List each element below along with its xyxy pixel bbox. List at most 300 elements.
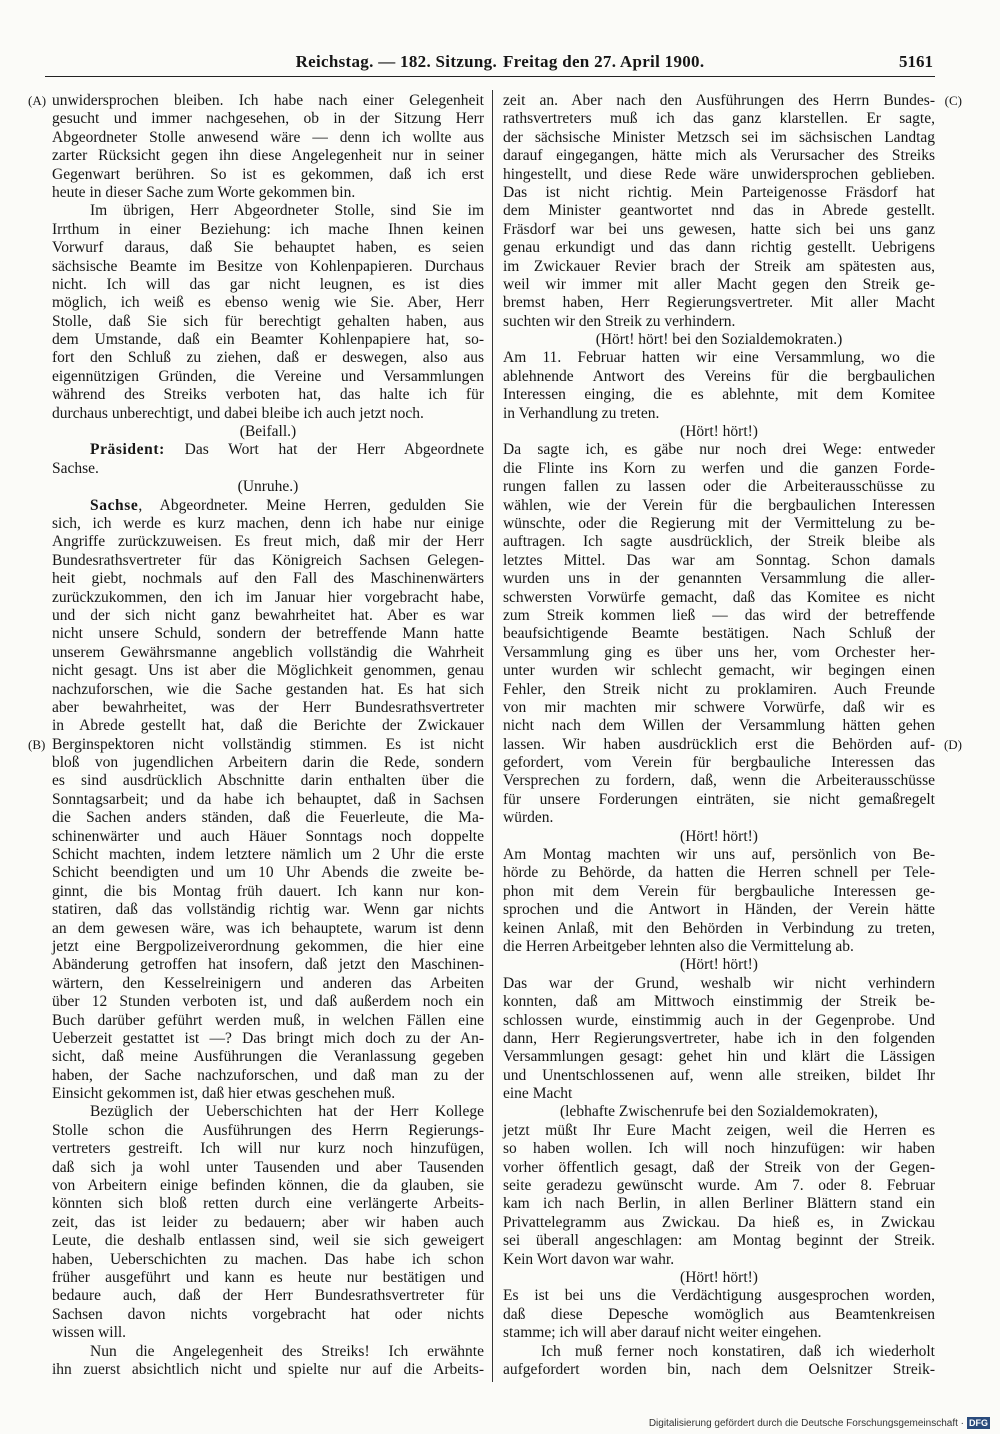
- line-text: Schicht beendigten und um 10 Uhr Abends die zweite be-: [52, 864, 484, 882]
- line-text-wrap: [503, 294, 935, 312]
- line-text: die Flinte ins Korn zu werfen und die ganzen Forde-: [503, 459, 935, 477]
- line-text-wrap: [503, 441, 935, 459]
- margin-mark: (D): [943, 736, 962, 752]
- line-text-wrap: [52, 1361, 484, 1379]
- line-text-wrap: [52, 736, 484, 754]
- line-text: Buch darüber geführt werden muß, in welchen Fällen eine: [52, 1011, 484, 1029]
- text-line: [503, 1324, 935, 1342]
- text-line: [503, 386, 935, 404]
- line-text: Am 11. Februar hatten wir eine Versammlung, wo die: [503, 349, 935, 367]
- text-line: [503, 349, 935, 367]
- line-text-wrap: [503, 147, 935, 165]
- page-header: [0, 50, 1000, 74]
- line-text: dem Minister geantwortet nnd das in Abrede gestellt.: [503, 202, 935, 220]
- text-line: [52, 1361, 484, 1379]
- line-text-wrap: [503, 202, 935, 220]
- text-line: [52, 368, 484, 386]
- line-text-wrap: [503, 405, 659, 423]
- text-line: [503, 1048, 935, 1066]
- line-text: ginnt, die bis Montag früh dauert. Ich kann nur kon-: [52, 882, 484, 900]
- text-line: [52, 1324, 484, 1342]
- text-line: [52, 1159, 484, 1177]
- line-text-wrap: [503, 1030, 935, 1048]
- text-line: [503, 864, 935, 882]
- interjection: [503, 956, 935, 974]
- line-text: Einsicht gekommen ist, daß hier etwas geschehen muß.: [52, 1085, 396, 1103]
- margin-mark: (A): [28, 93, 47, 108]
- line-text: Da sagte ich, es gäbe nur noch drei Wege: entweder: [503, 441, 935, 459]
- line-text: es sind ausdrücklich Abschnitte darin enthalten über die: [52, 772, 484, 790]
- line-text: bremst haben, Herr Regierungsvertreter. Mit aller Macht: [503, 294, 935, 312]
- line-text-wrap: [52, 920, 484, 938]
- page-header-date: Freitag den 27. April 1900.: [503, 52, 705, 71]
- text-line: [52, 1085, 484, 1103]
- text-line: [52, 1306, 484, 1324]
- paragraph: [503, 1343, 935, 1380]
- line-text-wrap: [52, 533, 484, 551]
- line-text: vorher öffentlich gesagt, daß der Streik von der Gegen-: [503, 1158, 935, 1176]
- text-line: [503, 1361, 935, 1379]
- line-text-wrap: [503, 386, 935, 404]
- line-text-wrap: [52, 405, 424, 423]
- line-text-wrap: [52, 1287, 484, 1305]
- text-line: [503, 202, 935, 220]
- line-text-wrap: [52, 368, 484, 386]
- text-line: [52, 938, 484, 956]
- line-text: dem Umstande, daß ein Beamter Kohlenpapiere hat, so-: [52, 331, 484, 349]
- line-text: heute in dieser Sache zum Worte gekommen bin.: [52, 183, 356, 201]
- text-line: [52, 497, 484, 515]
- line-text-wrap: [52, 1306, 484, 1324]
- line-text: für unsere Forderungen einträten, sie nicht gemaßregelt: [503, 790, 935, 808]
- line-text: weil wir immer mit aller Macht gegen den Streik ge-: [503, 275, 935, 293]
- line-text: sicht, daß meine Ausführungen die Veranlassung gegeben: [52, 1048, 484, 1066]
- text-line: [52, 166, 484, 184]
- text-line: [503, 276, 935, 294]
- text-line: [503, 625, 935, 643]
- line-text: die Sachen anders ständen, daß die Feuerleute, die Ma-: [52, 809, 484, 827]
- line-text-wrap: [52, 901, 484, 919]
- text-line: [503, 809, 935, 827]
- line-text-wrap: [52, 147, 484, 165]
- line-text: heit giebt, nochmals auf den Fall des Maschinenwärters: [52, 570, 484, 588]
- line-text: an dem gewesen wäre, was ich behauptete, warum ist denn: [52, 919, 484, 937]
- text-line: [503, 662, 935, 680]
- line-text-wrap: [52, 699, 484, 717]
- line-text-wrap: [52, 1067, 484, 1085]
- line-text-wrap: [52, 570, 484, 588]
- line-text-wrap: [90, 1343, 484, 1361]
- line-text: ihn zuerst absichtlich nicht und spielte nur auf die Arbeits-: [52, 1360, 484, 1378]
- line-text: Versammlungen gesagt: gehet hin und klärt die Lässigen: [503, 1048, 935, 1066]
- line-text: wünschte, oder die Regierung mit der Vermittelung zu be-: [503, 514, 935, 532]
- line-text-wrap: [503, 533, 935, 551]
- line-text: kam ich nach Berlin, in allen Berliner Blättern stand ein: [503, 1195, 935, 1213]
- line-text: sächsische Beamte im Besitze von Kohlenpapieren. Durchaus: [52, 257, 484, 275]
- text-line: [52, 460, 484, 478]
- text-line: [52, 1103, 484, 1121]
- line-text: gefordert, vom Verein für bergbauliche Interessen das: [503, 754, 935, 772]
- line-text-wrap: [52, 1085, 395, 1103]
- line-text: letztes Mittel. Das war am Sonntag. Schon damals: [503, 551, 935, 569]
- text-line: [52, 699, 484, 717]
- text-line: [503, 920, 935, 938]
- line-text: seite geradezu gewünscht wurde. Am 7. oder 8. Februar: [503, 1177, 935, 1195]
- line-text-wrap: [503, 754, 935, 772]
- line-text-wrap: [52, 1140, 484, 1158]
- text-line: [52, 1140, 484, 1158]
- line-text-wrap: [52, 681, 484, 699]
- text-line: [503, 110, 935, 128]
- line-text: sprochen und die Antwort in Händen, der Verein hätte: [503, 901, 935, 919]
- right-column: [503, 92, 962, 1379]
- line-text-wrap: [52, 386, 484, 404]
- interjection-text: (Hört! hört!): [680, 956, 758, 974]
- line-text-wrap: [503, 184, 935, 202]
- text-line: [52, 221, 484, 239]
- text-line: [52, 1214, 484, 1232]
- line-text: in Verhandlung zu treten.: [503, 404, 660, 422]
- line-text-wrap: [503, 975, 935, 993]
- text-line: [503, 1122, 935, 1140]
- footer-text: Digitalisierung gefördert durch die Deutsche Forschungsgemeinschaft ·: [648, 1418, 964, 1429]
- interjection-text: (Hört! hört!): [680, 1269, 758, 1286]
- line-text-wrap: [503, 772, 935, 790]
- line-text-wrap: [503, 681, 935, 699]
- line-text-wrap: [52, 828, 484, 846]
- text-line: [52, 901, 484, 919]
- line-text: Vorwurf daraus, daß Sie behauptet haben, es seien: [52, 239, 484, 257]
- line-text: möglich, ich weiß es ebenso wenig wie Sie. Aber, Herr: [52, 294, 484, 312]
- line-text: Bundesrathsvertreter für das Königreich Sachsen Gelegen-: [52, 551, 484, 569]
- line-text: Das war der Grund, weshalb wir nicht verhindern: [503, 974, 935, 992]
- text-line: [503, 1030, 935, 1048]
- line-text: Im übrigen, Herr Abgeordneter Stolle, sind Sie im: [90, 202, 484, 220]
- paragraph: [52, 202, 484, 423]
- line-text: daß diese Depesche womöglich aus Beamtenkreisen: [503, 1305, 935, 1323]
- line-text: unserem Gewährsmanne angeblich vollständig die Wahrheit: [52, 643, 484, 661]
- line-text: Fehler, den Streik nicht zu proklamiren. Auch Freunde: [503, 680, 935, 698]
- line-text-wrap: [52, 552, 484, 570]
- line-text-wrap: [503, 1361, 935, 1379]
- text-line: [52, 809, 484, 827]
- line-text-wrap: [52, 331, 484, 349]
- line-text: konnten, daß am Mittwoch einstimmig der Streik be-: [503, 993, 935, 1011]
- line-text: Schicht machten, indem letztere nämlich um 2 Uhr die erste: [52, 846, 484, 864]
- interjection: [503, 331, 935, 349]
- line-text-wrap: [52, 809, 484, 827]
- line-text-wrap: [503, 1140, 935, 1158]
- text-line: [503, 717, 935, 735]
- header-rule: [45, 76, 935, 77]
- text-line: [52, 975, 484, 993]
- line-text-wrap: [503, 276, 935, 294]
- line-text-wrap: [503, 552, 935, 570]
- text-line: [503, 1159, 935, 1177]
- text-line: [52, 1343, 484, 1361]
- line-text: früher ausgeführt und kann es heute nur bestätigen und: [52, 1269, 484, 1286]
- interjection: [503, 828, 935, 846]
- line-text: sich, ich werde es kurz machen, denn ich habe nur einige: [52, 514, 484, 532]
- line-text: könnten sich bloß retten durch eine verlängerte Arbeits-: [52, 1195, 484, 1213]
- line-text: wärtern, den Kesselreinigern und anderen das Arbeiten: [52, 974, 484, 992]
- line-text-wrap: [52, 460, 99, 478]
- line-text: Es ist bei uns die Verdächtigung ausgesprochen worden,: [503, 1287, 935, 1305]
- line-text-wrap: [52, 1048, 484, 1066]
- line-text: Das ist nicht richtig. Mein Parteigenosse Fräsdorf hat: [503, 183, 935, 201]
- line-text: phon mit dem Verein für bergbauliche Interessen ge-: [503, 882, 935, 900]
- line-text-wrap: [52, 975, 484, 993]
- text-line: [503, 1232, 935, 1250]
- text-line: [52, 1030, 484, 1048]
- paragraph: [28, 92, 484, 202]
- line-text: Abgeordneter Stolle anwesend wäre — denn ich wollte aus: [52, 128, 484, 146]
- line-text: Nun die Angelegenheit des Streiks! Ich erwähnte: [90, 1342, 484, 1360]
- interjection: [503, 423, 935, 441]
- line-text: und Unentschlossenen auf, wenn alle streiken, bildet Ihr: [503, 1066, 935, 1084]
- line-text: nicht gesagt. Uns ist aber die Möglichkeit genommen, genau: [52, 662, 484, 680]
- text-line: [52, 184, 484, 202]
- line-text-wrap: [503, 846, 935, 864]
- text-line: [503, 975, 935, 993]
- line-text: nicht nach dem Willen der Versammlung hätten gehen: [503, 717, 935, 735]
- line-text: Am Montag machten wir uns auf, persönlich von Be-: [503, 846, 935, 864]
- text-line: [503, 1287, 935, 1305]
- line-text: zurückzukommen, den ich im Januar hier vorgebracht habe,: [52, 588, 484, 606]
- line-text: Sachsen davon nichts vorgebracht hat oder nichts: [52, 1305, 484, 1323]
- line-text-wrap: [503, 1048, 935, 1066]
- line-text-wrap: [503, 1306, 935, 1324]
- line-text: stamme; ich will aber darauf nicht weiter eingehen.: [503, 1324, 822, 1342]
- line-text-wrap: [52, 956, 484, 974]
- line-text: zeit an. Aber nach den Ausführungen des Herrn Bundes-: [503, 92, 935, 109]
- text-line: [503, 1140, 935, 1158]
- line-text-wrap: [52, 625, 484, 643]
- text-line: [52, 717, 484, 735]
- line-text: zum Streik kommen ließ — das wird der betreffende: [503, 606, 935, 624]
- line-text: von Arbeitern einige befinden können, die da glauben, sie: [52, 1177, 484, 1195]
- text-line: [52, 993, 484, 1011]
- line-text: statiren, daß das vollständig richtig war. Wenn gar nichts: [52, 901, 484, 919]
- text-line: [503, 993, 935, 1011]
- text-line: [503, 1195, 935, 1213]
- line-text-wrap: [503, 736, 935, 754]
- interjection-text: (Hört! hört!): [680, 827, 758, 845]
- text-line: [503, 883, 935, 901]
- line-text-wrap: [52, 864, 484, 882]
- line-text: Stolle, daß Sie sich für berechtigt gehalten haben, aus: [52, 312, 484, 330]
- line-text: Sonntagsarbeit; und da habe ich behauptet, daß in Sachsen: [52, 790, 484, 808]
- line-text-wrap: [503, 1324, 821, 1342]
- line-text: suchten wir den Streik zu verhindern.: [503, 312, 736, 330]
- line-text-wrap: [503, 1159, 935, 1177]
- line-text: hingestellt, und diese Rede wäre unwidersprochen geblieben.: [503, 165, 935, 183]
- line-text: Berginspektoren nicht vollständig stimmen. Es ist nicht: [52, 735, 484, 753]
- text-line: [52, 552, 484, 570]
- line-text-wrap: [503, 110, 935, 128]
- line-text-wrap: [52, 1012, 484, 1030]
- text-line: [503, 552, 935, 570]
- paragraph: [503, 975, 935, 1104]
- line-text-wrap: [52, 92, 484, 110]
- line-text: von mir machten mir schwere Vorwürfe, daß wir es: [503, 698, 935, 716]
- line-text-wrap: [52, 1159, 484, 1177]
- line-text-wrap: [503, 570, 935, 588]
- text-line: [28, 92, 484, 110]
- dfg-logo: DFG: [969, 1418, 988, 1429]
- text-line: [503, 846, 935, 864]
- text-line: [503, 699, 935, 717]
- line-text-wrap: [90, 202, 484, 220]
- line-text-wrap: [503, 1195, 935, 1213]
- line-text: vertreters gestreift. Ich will nur kurz noch hinzufügen,: [52, 1140, 484, 1158]
- text-line: [52, 313, 484, 331]
- interjection-text: (Beifall.): [239, 423, 297, 441]
- paragraph: [52, 1103, 484, 1342]
- paragraph: [503, 92, 962, 331]
- text-line: [52, 920, 484, 938]
- line-text: rathsvertreters muß ich das ganz klarstellen. Er sagte,: [503, 110, 935, 128]
- text-line: [52, 681, 484, 699]
- text-line: [52, 1012, 484, 1030]
- text-line: [503, 515, 935, 533]
- line-text: schlossen wurde, einstimmig auch in der Gegenprobe. Und: [503, 1011, 935, 1029]
- line-text: Abänderung getroffen hat insofern, daß jetzt den Maschinen-: [52, 956, 484, 974]
- paragraph: [52, 1343, 484, 1380]
- paragraph: [52, 441, 484, 478]
- text-line: [52, 441, 484, 459]
- line-text: Privattelegramm aus Zwickau. Da hieß es, in Zwickau: [503, 1213, 935, 1231]
- text-line: [503, 681, 935, 699]
- text-line: [52, 772, 484, 790]
- line-text: aufgefordert worden bin, nach dem Oelsnitzer Streik-: [503, 1360, 935, 1378]
- line-text: bloß von jugendlichen Arbeitern darin die Rede, sondern: [52, 754, 484, 772]
- interjection: [52, 423, 484, 441]
- line-text: dann, Herr Regierungsvertreter, habe ich in den folgenden: [503, 1029, 935, 1047]
- text-line: [503, 221, 935, 239]
- line-text: bedaure auch, daß der Herr Bundesrathsvertreter für: [52, 1287, 484, 1305]
- text-line: [52, 883, 484, 901]
- page-number: 5161: [899, 52, 933, 71]
- text-line: [28, 735, 484, 754]
- text-line: [52, 1251, 484, 1269]
- text-line: [52, 1067, 484, 1085]
- line-text: Ich muß ferner noch konstatiren, daß ich wiederholt: [541, 1342, 935, 1360]
- interjection-text: (Hört! hört! bei den Sozialdemokraten.): [595, 331, 843, 349]
- line-text-wrap: [52, 258, 484, 276]
- line-text: so haben wollen. Ich will noch hinzufügen: wir haben: [503, 1140, 935, 1158]
- line-text: schwersten Vorwürfe gemacht, daß das Komitee es nicht: [503, 588, 935, 606]
- line-text: beaufsichtigende Beamte bestätigen. Nach Schluß der: [503, 625, 935, 643]
- line-text-wrap: [503, 864, 935, 882]
- text-line: [52, 607, 484, 625]
- line-text: und der sich nicht ganz bewahrheitet hat. Aber es war: [52, 606, 484, 624]
- line-text-wrap: [52, 1030, 484, 1048]
- text-line: [503, 1085, 935, 1103]
- text-line: [503, 1067, 935, 1085]
- text-line: [503, 92, 962, 110]
- line-text: zarter Rücksicht gegen ihn diese Angelegenheit nur in seiner: [52, 147, 484, 165]
- text-line: [52, 147, 484, 165]
- line-text: im Zwickauer Revier brach der Streik am spätesten aus,: [503, 257, 935, 275]
- text-line: [503, 184, 935, 202]
- text-line: [52, 864, 484, 882]
- line-text: nicht unsere Schuld, sondern der betreffende Mann hatte: [52, 625, 484, 643]
- text-line: [52, 515, 484, 533]
- text-line: [52, 1269, 484, 1287]
- text-line: [503, 791, 935, 809]
- interjection: [503, 1269, 935, 1287]
- line-text-wrap: [52, 589, 484, 607]
- line-text: würden.: [503, 809, 554, 827]
- footer-credit: [649, 1416, 990, 1432]
- line-text-wrap: [503, 460, 935, 478]
- line-text: darauf eingegangen, hätte mich als Verursacher des Streiks: [503, 147, 935, 165]
- text-line: [503, 735, 962, 754]
- line-text: sei überall angeschlagen: am Montag beginnt der Streik.: [503, 1232, 935, 1250]
- line-text-wrap: [503, 589, 935, 607]
- line-text: eigennützigen Gründen, die Vereine und Versammlungen: [52, 367, 484, 385]
- text-line: [503, 239, 935, 257]
- line-text-wrap: [503, 699, 935, 717]
- line-text-wrap: [52, 515, 484, 533]
- line-text: während des Streiks verboten hat, das halte ich für: [52, 386, 484, 404]
- line-text-wrap: [503, 791, 935, 809]
- text-line: [503, 497, 935, 515]
- text-line: [52, 110, 484, 128]
- line-text-wrap: [52, 239, 484, 257]
- paragraph: [503, 1287, 935, 1342]
- speaker-name: Sachse: [90, 496, 139, 514]
- line-text-wrap: [52, 883, 484, 901]
- line-text-wrap: [52, 772, 484, 790]
- text-line: [503, 772, 935, 790]
- text-line: [503, 460, 935, 478]
- line-text-wrap: [503, 497, 935, 515]
- line-text-wrap: [503, 920, 935, 938]
- paragraph: [503, 1122, 935, 1269]
- line-text: über 12 Stunden verboten ist, und daß außerdem noch ein: [52, 993, 484, 1011]
- text-line: [52, 644, 484, 662]
- line-text: der sächsische Minister Metzsch sei im sächsischen Landtag: [503, 128, 935, 146]
- line-text: Interessen einging, die es ablehnte, mit dem Komitee: [503, 386, 935, 404]
- line-text: durchaus unberechtigt, und dabei bleibe ich auch jetzt noch.: [52, 404, 424, 422]
- text-line: [503, 129, 935, 147]
- line-text-wrap: [52, 1324, 126, 1342]
- line-text-wrap: [52, 1269, 484, 1287]
- text-line: [503, 368, 935, 386]
- text-line: [52, 625, 484, 643]
- text-line: [503, 644, 935, 662]
- line-text: Ueberzeit gestattet ist —? Das bringt mich doch zu der An-: [52, 1029, 484, 1047]
- line-text: unwidersprochen bleiben. Ich habe nach einer Gelegenheit: [52, 92, 484, 109]
- line-text-wrap: [503, 1085, 572, 1103]
- line-text: fort den Schluß zu ziehen, daß er deswegen, also aus: [52, 349, 484, 367]
- line-text: ablehnende Antwort des Vereins für die bergbaulichen: [503, 367, 935, 385]
- line-text: haben, der Sache nachzuforschen, und daß man zu der: [52, 1066, 484, 1084]
- line-text-wrap: [90, 1103, 484, 1121]
- line-text-wrap: [52, 294, 484, 312]
- interjection: [52, 478, 484, 496]
- line-text-wrap: [503, 129, 935, 147]
- line-text: genau erkundigt und das dann richtig gestellt. Uebrigens: [503, 239, 935, 257]
- text-line: [503, 901, 935, 919]
- text-line: [52, 1048, 484, 1066]
- line-text: zeit, das ist leider zu bedauern; aber wir haben auch: [52, 1213, 484, 1231]
- page-header-title: Reichstag. — 182. Sitzung.: [295, 52, 497, 71]
- text-line: [52, 386, 484, 404]
- text-line: [52, 1122, 484, 1140]
